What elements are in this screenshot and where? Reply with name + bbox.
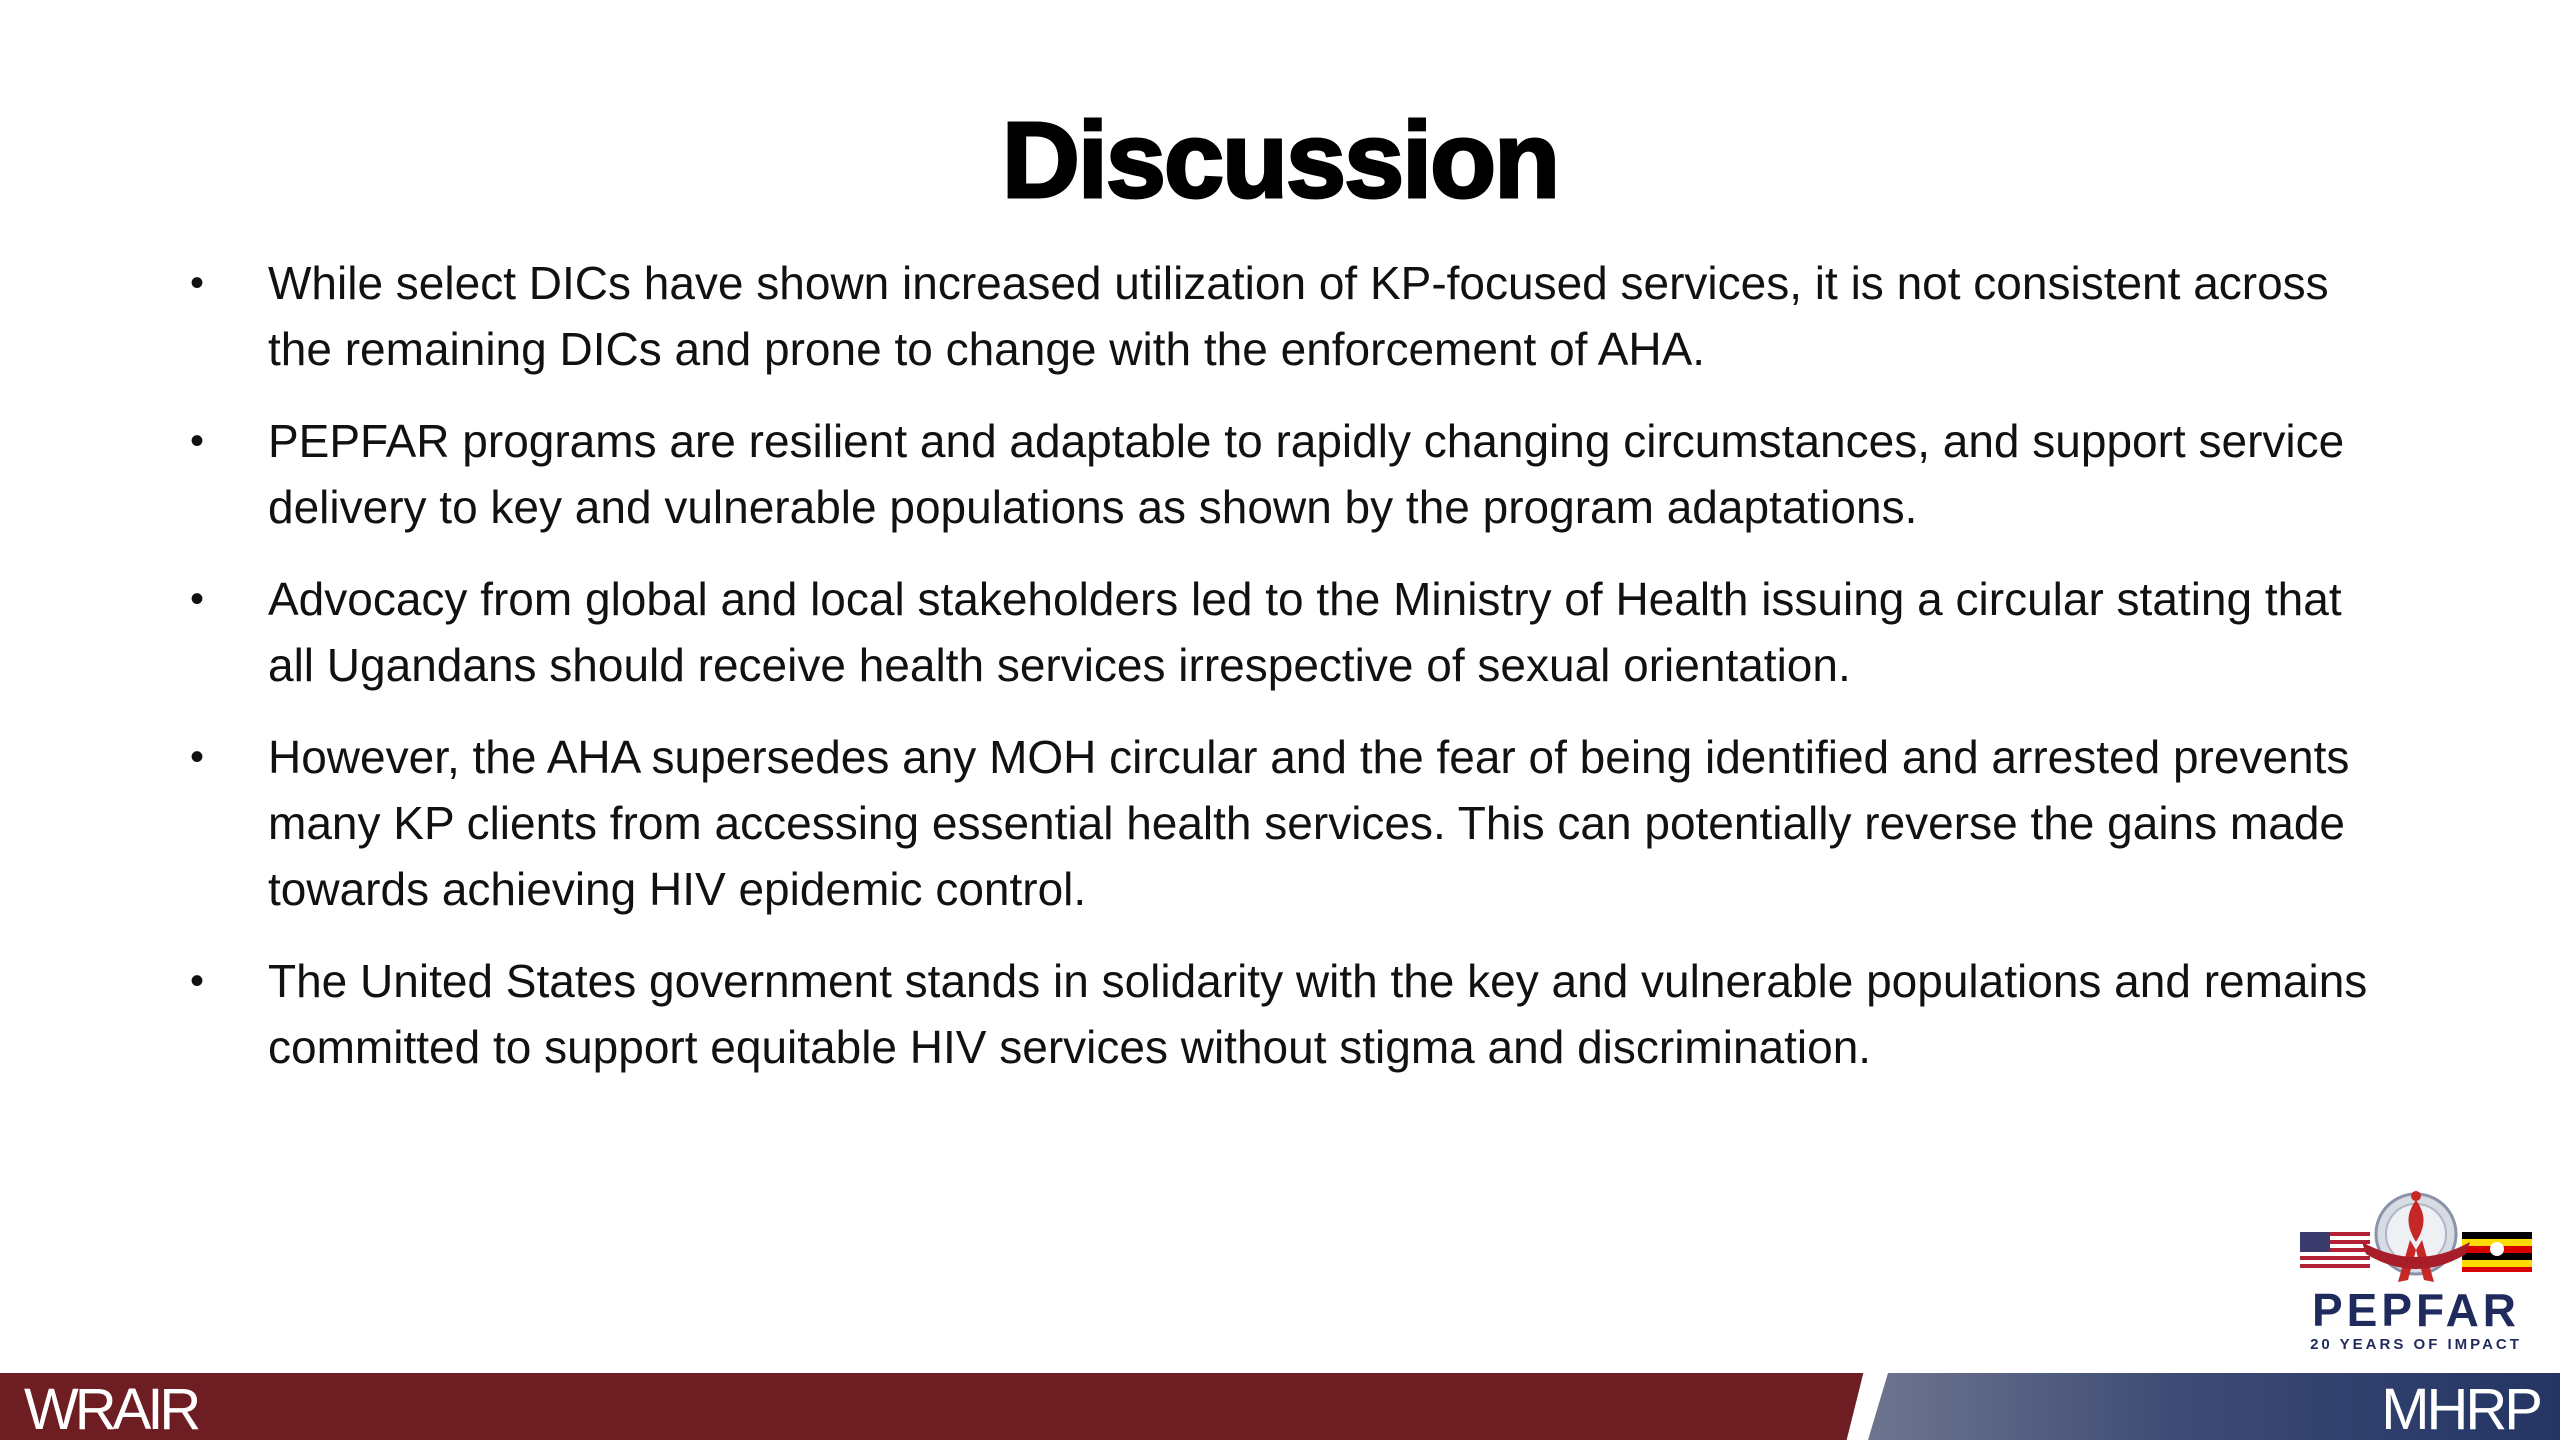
pepfar-wordmark: PEPFAR	[2311, 1284, 2521, 1336]
bullet-marker: •	[190, 419, 205, 463]
bullet-text: Advocacy from global and local stakeholders led to the Ministry of Health issuing a circular stating that all Ugandans should receive health services irrespective of sexual orientation.	[268, 573, 2342, 691]
bullet-text: The United States government stands in solidarity with the key and vulnerable populations and remains committed to support equitable HIV services without stigma and discrimination.	[268, 955, 2368, 1073]
bullet-item	[190, 948, 2380, 1080]
bullet-item	[190, 566, 2380, 698]
footer-bar	[0, 1373, 2560, 1440]
mhrp-logo: MHRP	[2381, 1377, 2540, 1440]
bullet-marker: •	[190, 261, 205, 305]
uganda-flag-icon	[2462, 1232, 2532, 1272]
bullet-marker: •	[190, 959, 205, 1003]
bullet-text: While select DICs have shown increased utilization of KP-focused services, it is not consistent across the remaining DICs and prone to change with the enforcement of AHA.	[268, 257, 2329, 375]
pepfar-tagline: 20 YEARS OF IMPACT	[2310, 1336, 2522, 1353]
bullet-marker: •	[190, 735, 205, 779]
footer-red-band	[0, 1373, 1870, 1440]
slide-title: Discussion	[1001, 99, 1559, 220]
pepfar-anniversary-seal-icon	[2362, 1191, 2470, 1282]
bullet-item	[190, 250, 2380, 382]
bullet-item	[190, 408, 2380, 540]
us-flag-icon	[2300, 1232, 2370, 1272]
bullet-marker: •	[190, 577, 205, 621]
bullet-item	[190, 724, 2380, 922]
bullet-list	[190, 250, 2380, 1106]
bullet-text: PEPFAR programs are resilient and adaptable to rapidly changing circumstances, and support service delivery to key and vulnerable populations as shown by the program adaptations.	[268, 415, 2345, 533]
bullet-text: However, the AHA supersedes any MOH circular and the fear of being identified and arrested prevents many KP clients from accessing essential health services. This can potentially reverse the gains made towards achieving HIV epidemic control.	[268, 731, 2350, 915]
wrair-logo: WRAIR	[24, 1377, 198, 1440]
